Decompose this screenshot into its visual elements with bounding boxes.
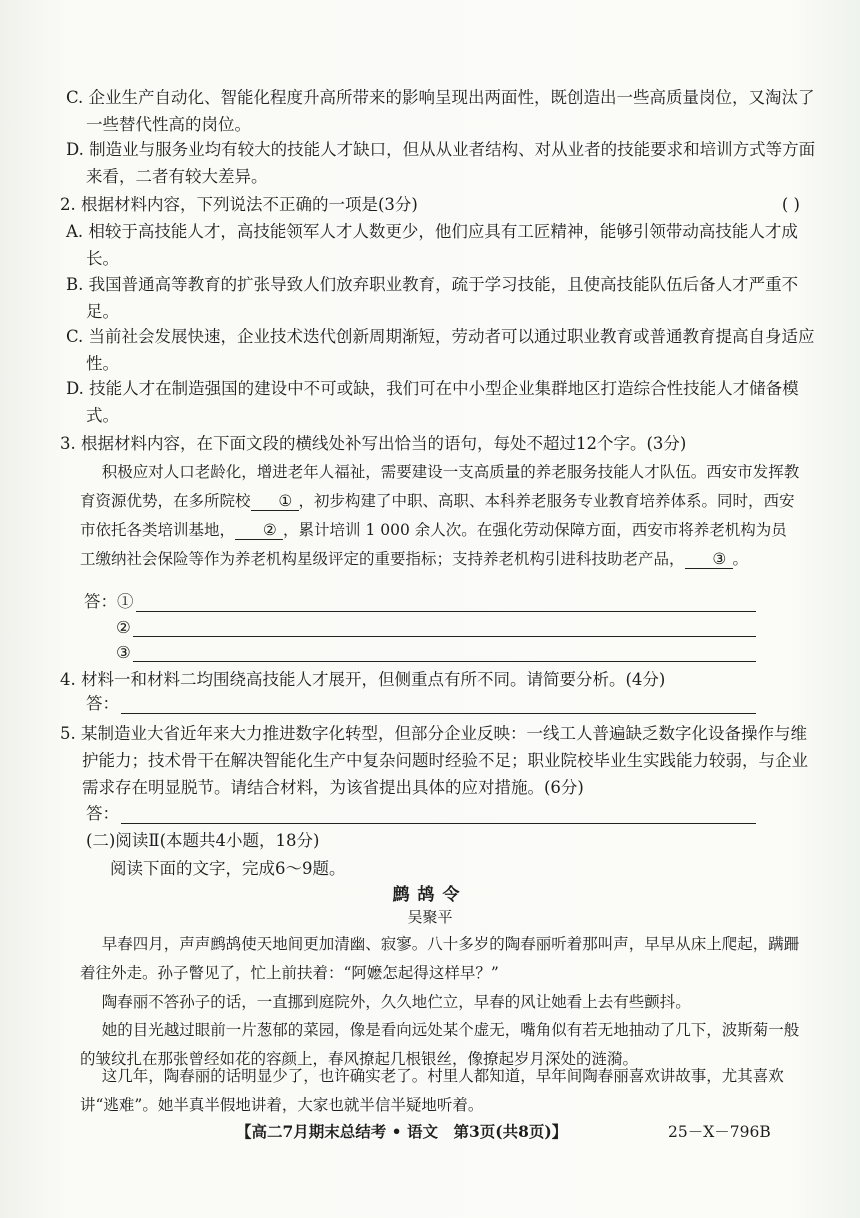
- q3-answer-line-2[interactable]: [116, 613, 756, 637]
- q3-answer-label-2: ②: [116, 618, 131, 637]
- q3-answer-line-1[interactable]: [84, 588, 756, 612]
- q3-answer-label-1: 答：①: [84, 592, 134, 611]
- q3-passage-part3: ，累计培训 1 000 余人次。在强化劳动保障方面，西安市将养老机构为员工缴纳社会保险等作为养老机构星级评定的重要指标；支持养老机构引进科技助老产品，: [80, 521, 787, 568]
- q3-answer-label-3: ③: [116, 643, 131, 662]
- footer-code: 25－X－796B: [668, 1123, 771, 1141]
- q3-blank-1: ①: [251, 492, 299, 511]
- story-paragraph-1: 早春四月，声声鹧鸪使天地间更加清幽、寂寥。八十多岁的陶春丽听着那叫声，早早从床上爬起，蹒跚着往外走。孙子瞥见了，忙上前扶着：“阿嬷怎起得这样早？”: [80, 935, 800, 982]
- story-title: 鹧鸪令: [392, 885, 468, 905]
- q3-passage-part4: 。: [732, 550, 749, 568]
- reading2-heading: (二)阅读Ⅱ(本题共4小题，18分): [86, 831, 320, 850]
- story-paragraph-4: 这几年，陶春丽的话明显少了，也许确实老了。村里人都知道，早年间陶春丽喜欢讲故事，尤其喜欢讲“逃难”。她半真半假地讲着，大家也就半信半疑地听着。: [80, 1067, 784, 1114]
- story-author: 吴聚平: [407, 908, 453, 926]
- q5-stem: 5. 某制造业大省近年来大力推进数字化转型，但部分企业反映：一线工人普遍缺乏数字化设备操作与维护能力；技术骨干在解决智能化生产中复杂问题时经验不足；职业院校毕业生实践能力较弱，与企业需求存在明显脱节。请结合材料，为该省提出具体的应对措施。(6分): [60, 724, 808, 797]
- q2-option-c: C. 当前社会发展快速，企业技术迭代创新周期渐短，劳动者可以通过职业教育或普通教育提高自身适应性。: [66, 327, 815, 373]
- reading2-instruction: 阅读下面的文字，完成6～9题。: [110, 859, 346, 878]
- q2-stem-text: 2. 根据材料内容，下列说法不正确的一项是(3分): [60, 195, 418, 214]
- story-paragraph-2: 陶春丽不答孙子的话，一直挪到庭院外，久久地伫立，早春的风让她看上去有些颤抖。: [101, 993, 691, 1011]
- q2-option-b: B. 我国普通高等教育的扩张导致人们放弃职业教育，疏于学习技能，且使高技能队伍后备人才严重不足。: [66, 275, 799, 321]
- footer-exam-info: 【高二7月期末总结考 • 语文 第3页(共8页)】: [236, 1122, 568, 1141]
- q3-stem: 3. 根据材料内容，在下面文段的横线处补写出恰当的语句，每处不超过12个字。(3分): [60, 434, 687, 453]
- q3-passage-part1: 积极应对人口老龄化，增进老年人福祉，需要建设一支高质量的养老服务技能人才队伍。西安市发挥教育资源优势，在多所院校: [80, 463, 800, 510]
- q2-option-d: D. 技能人才在制造强国的建设中不可或缺，我们可在中小型企业集群地区打造综合性技能人才储备模式。: [66, 379, 799, 425]
- q2-answer-paren: ( ): [781, 195, 800, 214]
- q3-blank-3: ③: [685, 550, 733, 569]
- q2-option-a: A. 相较于高技能人才，高技能领军人才人数更少，他们应具有工匠精神，能够引领带动高技能人才成长。: [66, 222, 798, 268]
- q4-stem: 4. 材料一和材料二均围绕高技能人才展开，但侧重点有所不同。请简要分析。(4分): [60, 670, 666, 689]
- q4-answer-label: 答：: [86, 694, 119, 713]
- q3-passage-part2: ，初步构建了中职、高职、本科养老服务专业教育培养体系。同时，西安市依托各类培训基地，: [80, 492, 795, 539]
- q3-blank-2: ②: [235, 521, 283, 540]
- q5-answer-line[interactable]: [86, 800, 756, 824]
- q1-option-c: C. 企业生产自动化、智能化程度升高所带来的影响呈现出两面性，既创造出一些高质量岗位，又淘汰了一些替代性高的岗位。: [66, 88, 815, 134]
- story-paragraph-3: 她的目光越过眼前一片葱郁的菜园，像是看向远处某个虚无，嘴角似有若无地抽动了几下，波斯菊一般的皱纹扎在那张曾经如花的容颜上，春风撩起几根银丝，像撩起岁月深处的涟漪。: [80, 1021, 800, 1068]
- q3-answer-line-3[interactable]: [116, 638, 756, 662]
- q1-option-d: D. 制造业与服务业均有较大的技能人才缺口，但从从业者结构、对从业者的技能要求和培训方式等方面来看，二者有较大差异。: [66, 140, 816, 186]
- q5-answer-label: 答：: [86, 804, 119, 823]
- q2-stem: [60, 191, 800, 218]
- q4-answer-line[interactable]: [86, 690, 756, 714]
- q3-passage: [80, 458, 800, 574]
